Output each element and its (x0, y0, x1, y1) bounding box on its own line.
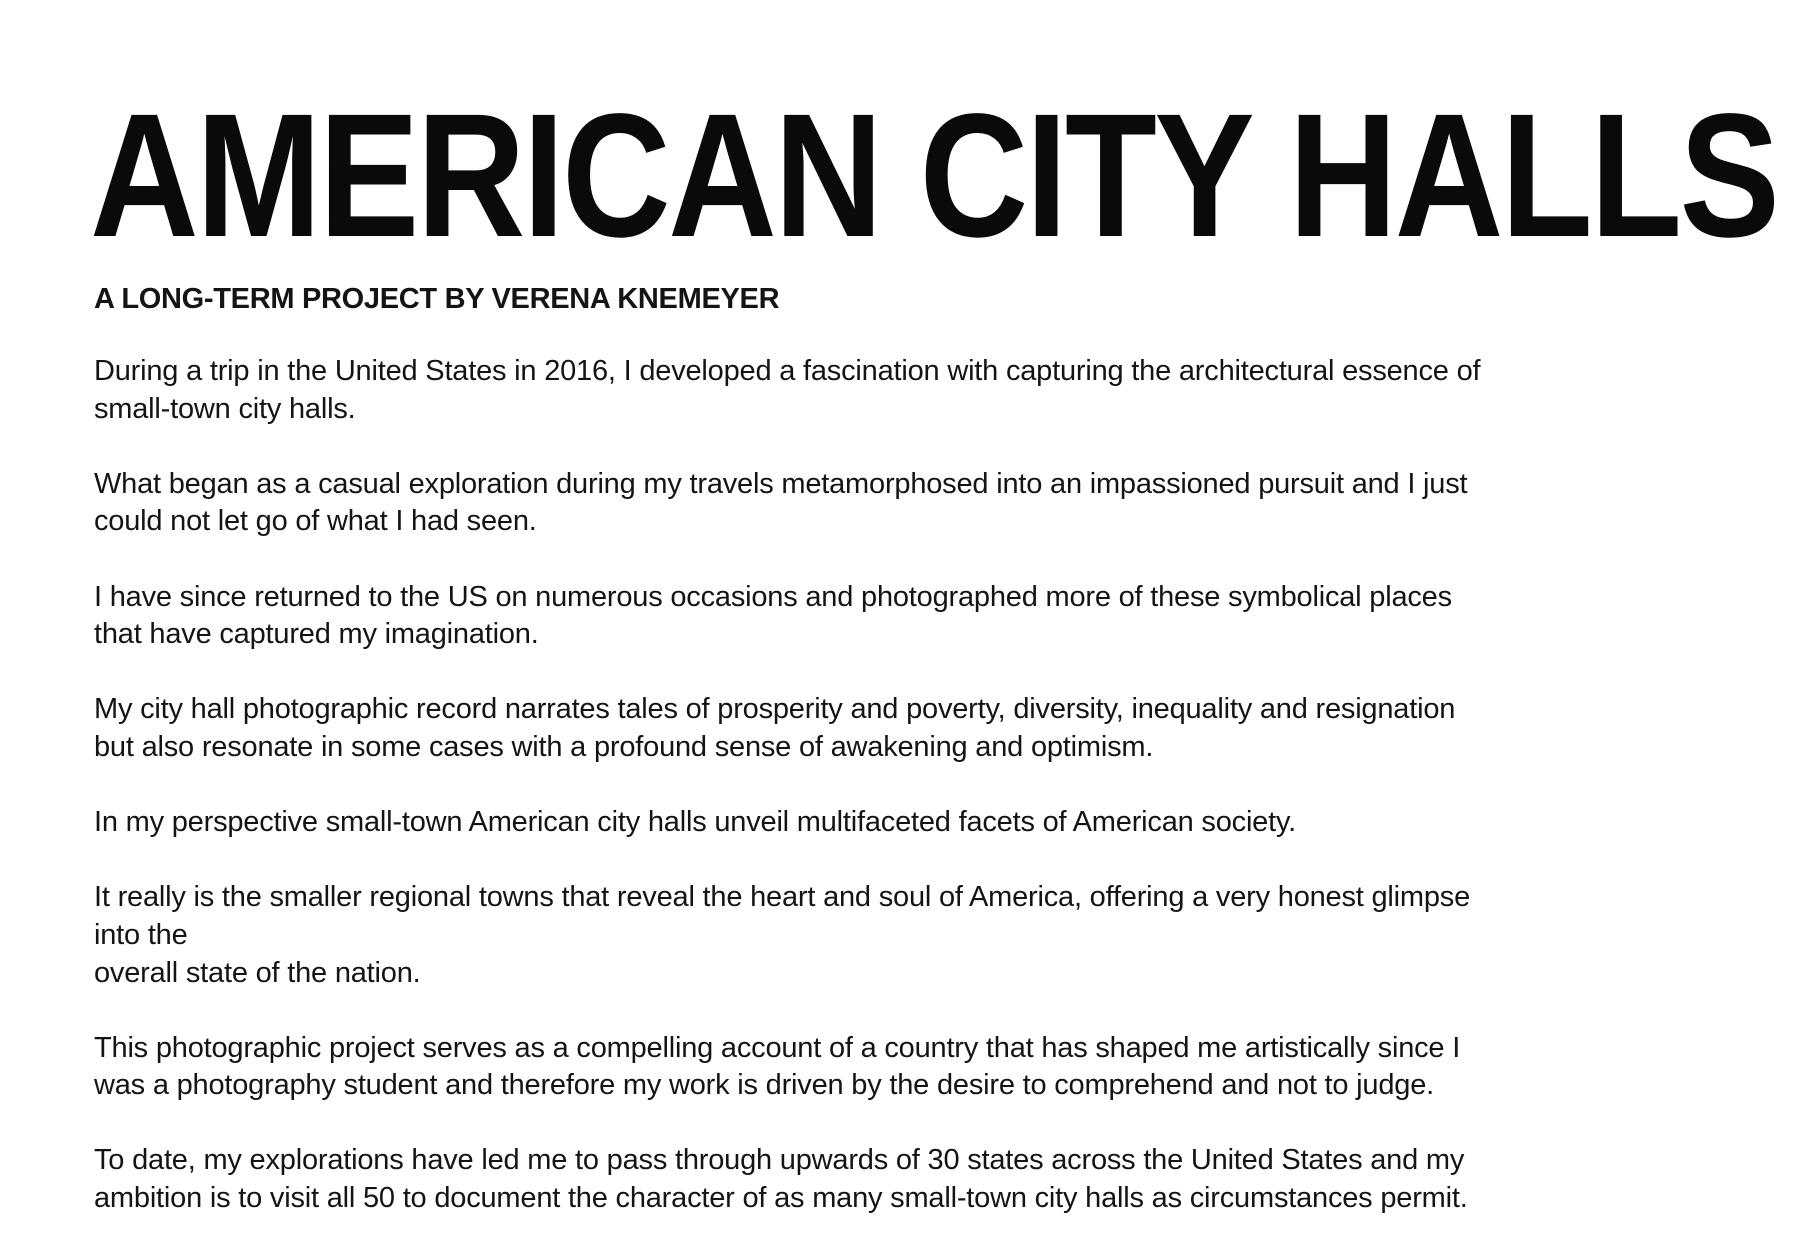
paragraph-6: It really is the smaller regional towns that reveal the heart and soul of America, offering a very honest glimpse into the overall state of the nation. (94, 881, 1471, 989)
page-title: AMERICAN CITY HALLS (90, 78, 1778, 274)
body-text (94, 353, 1654, 1255)
paragraph-8: To date, my explorations have led me to pass through upwards of 30 states across the United States and my ambition is to visit all 50 to document the character of as many small-town city halls as circumstances permit. (94, 1144, 1468, 1215)
page-subtitle: A LONG-TERM PROJECT BY VERENA KNEMEYER (94, 283, 780, 315)
paragraph-1: During a trip in the United States in 2016, I developed a fascination with capturing the architectural essence of small-town city halls. (94, 355, 1481, 425)
paragraph-5: In my perspective small-town American city halls unveil multifaceted facets of American society. (94, 806, 1296, 839)
paragraph-7: This photographic project serves as a compelling account of a country that has shaped me artistically since I was a photography student and therefore my work is driven by the desire to comprehend and not to judge. (94, 1031, 1461, 1102)
paragraph-2: What began as a casual exploration during my travels metamorphosed into an impassioned pursuit and I just could not let go of what I had seen. (94, 467, 1468, 538)
paragraph-4: My city hall photographic record narrates tales of prosperity and poverty, diversity, inequality and resignation but also resonate in some cases with a profound sense of awakening and optimism. (94, 693, 1456, 763)
paragraph-3: I have since returned to the US on numerous occasions and photographed more of these symbolical places that have captured my imagination. (94, 580, 1452, 651)
